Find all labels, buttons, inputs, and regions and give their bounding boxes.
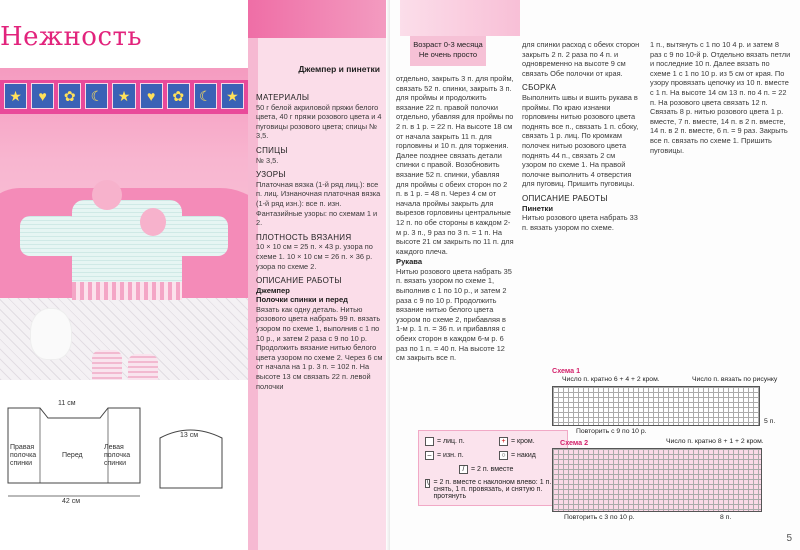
- edge-symbol-icon: +: [499, 437, 508, 446]
- heart-icon: ♥: [140, 83, 163, 109]
- bootie-right: [128, 354, 158, 380]
- section-text: Нитью розового цвета набрать 33 п. вязать узором по схеме.: [522, 213, 638, 232]
- heart-icon: ♥: [31, 83, 54, 109]
- star-icon: ★: [112, 83, 135, 109]
- section-text: 50 г белой акриловой пряжи белого цвета, 40 г пряжи розового цвета и 4 пуговицы розового цвета; спицы № 3,5.: [256, 102, 382, 141]
- moon-icon: ☾: [85, 83, 108, 109]
- section-text: 10 × 10 см = 25 п. × 43 р. узора по схеме 1. 10 × 10 см = 26 п. × 36 р. узора по схеме 2.: [256, 242, 373, 271]
- schema-width-top: 11 см: [58, 400, 76, 407]
- project-subtitle: Джемпер и пинетки: [298, 64, 380, 74]
- moon-icon: ☾: [194, 83, 217, 109]
- chart1-footer: Повторить с 9 по 10 р.: [576, 428, 647, 435]
- schema-center-label: Перед: [62, 452, 83, 459]
- schema-sleeve-label: 13 см: [180, 432, 199, 439]
- page-title: Нежность: [0, 22, 143, 52]
- section-heading: ОПИСАНИЕ РАБОТЫ: [256, 276, 342, 286]
- wallpaper-border: [0, 80, 248, 114]
- sweater-trim: [72, 282, 182, 300]
- star-icon: ★: [4, 83, 27, 109]
- chart1-rows: 5 п.: [764, 418, 776, 425]
- decorative-header: [248, 0, 386, 38]
- star-icon: ★: [221, 83, 244, 109]
- product-photo: [0, 68, 248, 380]
- chart2-rows: 8 п.: [720, 514, 732, 521]
- section-heading: ОПИСАНИЕ РАБОТЫ: [522, 193, 608, 203]
- subsection-heading: Рукава: [396, 257, 423, 267]
- section-text: Платочная вязка (1-й ряд лиц.): все п. лиц. Изнаночная платочная вязка (1-й ряд изн.): все п. изн. Фантазийные узоры: по схемам 1 и 2.: [256, 179, 381, 228]
- subsection-heading: Пинетки: [522, 203, 554, 213]
- chart1-header-2: Число п. вязать по рисунку: [692, 376, 778, 383]
- section-heading: СПИЦЫ: [256, 145, 288, 155]
- legend-item: [459, 465, 513, 474]
- instructions-column-3: [650, 40, 792, 156]
- age-decoration: [400, 0, 520, 36]
- chart2-grid: [552, 448, 762, 512]
- legend-text: = накид: [511, 452, 536, 459]
- sweater-sleeve-left: [20, 216, 80, 256]
- legend-text: = кром.: [511, 438, 535, 445]
- legend-text: = 2 п. вместе: [471, 466, 514, 473]
- section-text: для спинки расход с обеих сторон закрыть 2 п. 2 раза по 4 п. и одновременно на высоте 9 см связать Обе полочки от края.: [522, 40, 640, 78]
- section-heading: ПЛОТНОСТЬ ВЯЗАНИЯ: [256, 232, 352, 242]
- section-text: № 3,5.: [256, 155, 279, 165]
- toy-bunny-2: [140, 208, 166, 236]
- sweater: [72, 200, 182, 300]
- age-line: Возраст 0-3 месяца: [413, 40, 483, 49]
- section-text: 1 п., вытянуть с 1 по 10 4 р. и затем 8 раз с 9 по 10-й р. Отдельно вязать петли и последние 10 п. Далее вязать по схеме 1 с 1 по 10 р. из 5 см от края. По узору провязать цепочку из 10 п. вместе с 1 п. На высоте 14 см 13 п. по 4 п. = 22 п. На розового цвета связать 12 п. Связать 8 р. нитью розового цвета 1 р. вместе, 7 п. вместе, 14 п. в 2 п. вместе, 14 п. в 2 п. вместе, 6 п. = 9 раз. Закрыть все п. связать по схеме 1. Пришить пуговицы.: [650, 40, 791, 155]
- legend-text: = 2 п. вместе с наклоном влево: 1 п. снять, 1 п. провязать, и снятую п. протянуть: [433, 479, 552, 500]
- age-box: [410, 36, 486, 66]
- toy-bunny: [92, 180, 122, 210]
- instructions-column-1: [396, 74, 514, 364]
- right-page: [390, 0, 800, 550]
- materials-column: [256, 88, 384, 392]
- section-heading: УЗОРЫ: [256, 170, 286, 180]
- section-heading: МАТЕРИАЛЫ: [256, 93, 310, 102]
- legend-item: [499, 437, 535, 446]
- legend-text: = лиц. п.: [437, 438, 465, 445]
- symbol-legend: [418, 430, 568, 506]
- page-number: 5: [786, 533, 792, 544]
- schema-left-label: Правая полочка спинки: [10, 444, 37, 467]
- legend-item: [499, 451, 536, 460]
- flower-icon: ✿: [167, 83, 190, 109]
- legend-item: [425, 437, 465, 446]
- legend-item: [425, 479, 563, 500]
- legend-text: = изн. п.: [437, 452, 464, 459]
- chart2-footer: Повторить с 3 по 10 р.: [564, 514, 635, 521]
- chart1-title: Схема 1: [552, 366, 581, 375]
- subsection-heading: Джемпер: [256, 285, 290, 295]
- ssk-icon: \: [426, 480, 429, 487]
- legend-item: [425, 451, 464, 460]
- difficulty-line: Не очень просто: [418, 50, 478, 59]
- knit-symbol-icon: [425, 437, 434, 446]
- section-text: Выполнить швы и вшить рукава в проймы. По краю изнанки горловины нитью розового цвета поднять все п., связать 1 п. сбоку, связать 1 р. лиц. По кромкам полочек нитью розового цвета поднять 44 п., связать 2 см узором по схеме 1. На правой полочке выполнить 4 отверстия для пуговиц. Пришить пуговицы.: [522, 92, 639, 189]
- chart1-grid: [552, 386, 760, 426]
- k2tog-icon: /: [459, 465, 468, 474]
- bootie-left: [92, 350, 122, 380]
- flower-icon: ✿: [58, 83, 81, 109]
- schema-right-label: Левая полочка спинки: [104, 444, 131, 467]
- chart1-header: Число п. кратно 6 + 4 + 2 кром.: [562, 376, 660, 383]
- section-text: отдельно, закрыть 3 п. для пройм, связать 52 п. спинки, закрыть 3 п. для проймы и продолжить вязание 22 п. правой полочки отдельно, убавляя для проймы по 2 п. в 1 р. = 22 п. На высоте 18 см от начала закрыть 11 п. для горловины и 10 п. для торжения. Далее позднее связать детали спинки с правой. Возобновить вязание 52 п. спинки, убавляя для проймы с обеих сторон по 2 п. в 1 р. = 48 п. Через 4 см от начала проймы закрыть для вырезов горловины центральные 12 п. по обе стороны в каждом 2-м р. 3 п., 9 раз по 3 п. = 1 п. На высоте 21 см закрыть по 11 п. для каждого плеча.: [396, 74, 514, 256]
- section-text: Нитью розового цвета набрать 35 п. вязать узором по схеме 1, выполнив с 1 по 10 р., и затем 2 раза с 9 по 10 р. Продолжить вязание нитью белого цвета узором по схеме 2, прибавляя в 1-м р. 1 п. = 36 п. и прибавляя с обеих сторон в каждом 6-м р. 6 раз по 1 п. = 40 п. На высоте 12 см закрыть все п.: [396, 266, 512, 363]
- purl-symbol-icon: –: [425, 451, 434, 460]
- schema-width-bottom: 42 см: [62, 498, 81, 505]
- chart2-header: Число п. кратно 8 + 1 + 2 кром.: [666, 438, 764, 445]
- subsection-heading: Полочки спинки и перед: [256, 295, 348, 305]
- section-heading: СБОРКА: [522, 83, 557, 93]
- chart2-title: Схема 2: [560, 438, 589, 447]
- section-text: Вязать как одну деталь. Нитью розового цвета набрать 99 п. вязать узором по схеме 1, выполнив с 1 по 10 р., и затем 2 раза с 9 по 10 р. Продолжить вязание нитью белого цвета узором по схеме 2. Через 6 см от начала на 1 р. 3 п. = 102 п. На высоте 13 см связать 22 п. левой полочки: [256, 304, 383, 391]
- toy-bear: [30, 308, 72, 360]
- yarn-over-icon: ○: [499, 451, 508, 460]
- left-page: [0, 0, 390, 550]
- instructions-column-2: [522, 40, 640, 233]
